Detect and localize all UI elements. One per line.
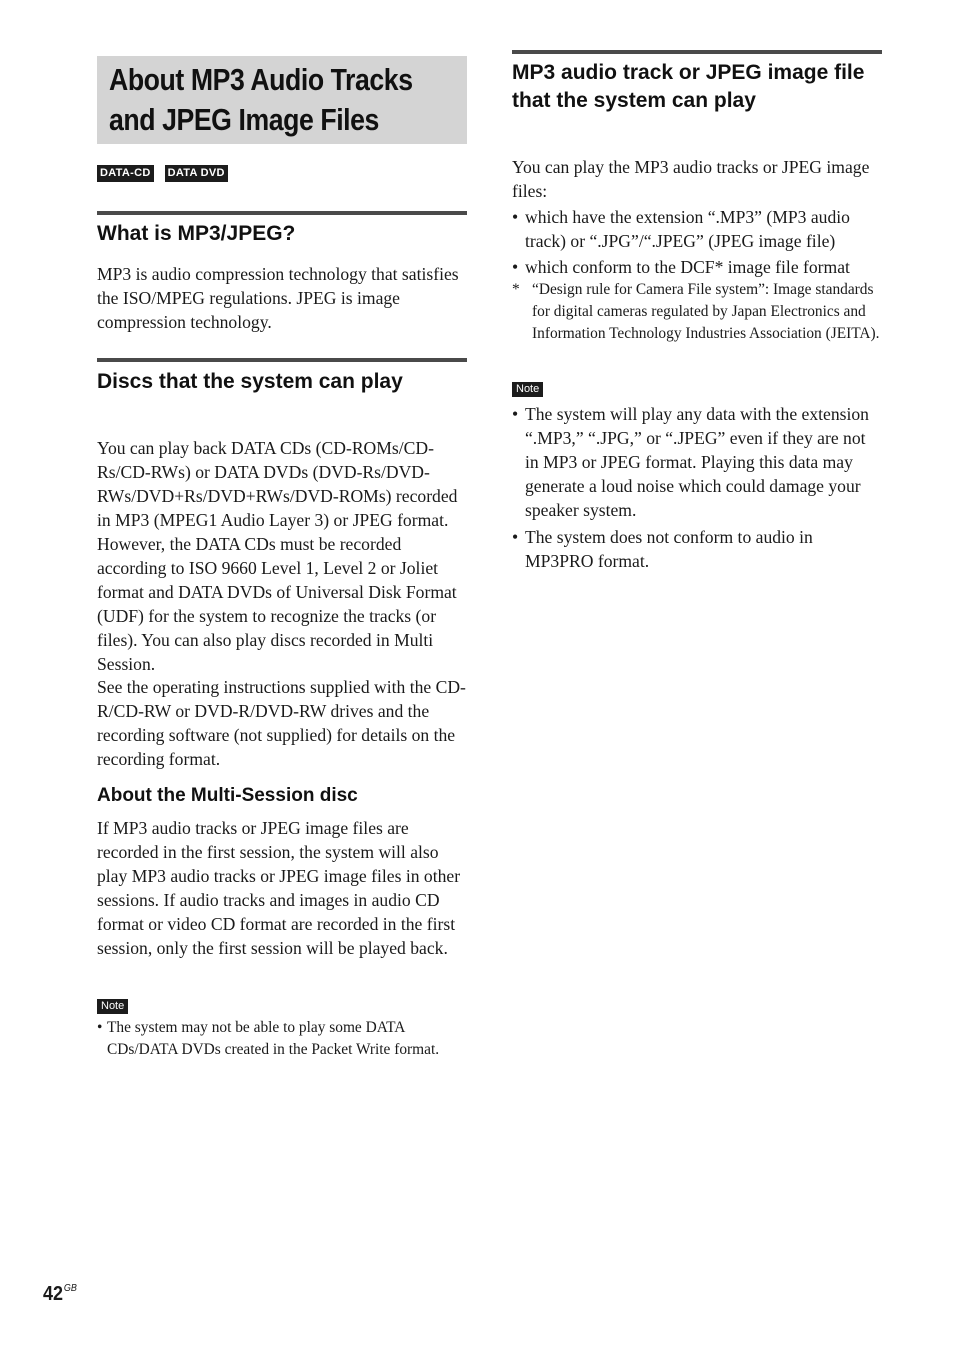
note-text: The system does not conform to audio in MP3PRO format. bbox=[525, 527, 813, 571]
heading-mp3-jpeg-files: MP3 audio track or JPEG image file that the system can play bbox=[512, 61, 865, 112]
note-list-left bbox=[97, 1017, 457, 1061]
footnote-text: “Design rule for Camera File system”: Image standards for digital cameras regulated by Japan Electronics and Information Technology Industries Association (JEITA). bbox=[532, 281, 880, 342]
note-text: The system may not be able to play some DATA CDs/DATA DVDs created in the Packet Write format. bbox=[107, 1019, 440, 1058]
bullet-icon: • bbox=[97, 1019, 103, 1036]
bullet-icon: • bbox=[512, 207, 519, 227]
heading-discs-system-can-play: Discs that the system can play bbox=[97, 370, 403, 393]
bullet-list-right bbox=[512, 205, 884, 279]
page-number bbox=[43, 1283, 77, 1306]
list-item bbox=[512, 255, 884, 279]
heading-multi-session-disc: About the Multi-Session disc bbox=[97, 785, 358, 806]
heading-what-is-mp3-jpeg: What is MP3/JPEG? bbox=[97, 222, 296, 245]
note-label-right: Note bbox=[512, 382, 543, 397]
disc-type-badges bbox=[97, 165, 235, 183]
section-divider-1 bbox=[97, 211, 467, 215]
footnote-mark: * bbox=[512, 281, 520, 298]
data-dvd-badge: DATA DVD bbox=[165, 165, 228, 182]
paragraph-discs-1: You can play back DATA CDs (CD-ROMs/CD-Rs/CD-RWs) or DATA DVDs (DVD-Rs/DVD-RWs/DVD+Rs/DVD+RWs/DVD-ROMs) recorded in MP3 (MPEG1 Audio Layer 3) or JPEG format. However, the DATA CDs must be recorded according to ISO 9660 Level 1, Level 2 or Joliet format and DATA DVDs of Universal Disk Format (UDF) for the system to recognize the tracks (or files). You can also play discs recorded in Multi Session. bbox=[97, 438, 458, 674]
data-cd-badge: DATA-CD bbox=[97, 165, 154, 182]
page-number-suffix: GB bbox=[63, 1283, 77, 1294]
section-divider-2 bbox=[97, 358, 467, 362]
note-label-left: Note bbox=[97, 999, 128, 1014]
bullet-text: which conform to the DCF* image file format bbox=[525, 257, 850, 277]
bullet-icon: • bbox=[512, 527, 519, 547]
note-text: The system will play any data with the extension “.MP3,” “.JPG,” or “.JPEG” even if they are not in MP3 or JPEG format. Playing this data may generate a loud noise which could damage your speaker system. bbox=[525, 404, 869, 520]
paragraph-what-is-mp3-jpeg: MP3 is audio compression technology that satisfies the ISO/MPEG regulations. JPEG is image compression technology. bbox=[97, 264, 459, 332]
bullet-icon: • bbox=[512, 257, 519, 277]
page-title-line-1: About MP3 Audio Tracks bbox=[109, 62, 413, 97]
page-number-value: 42 bbox=[43, 1283, 64, 1305]
page-title-line-2: and JPEG Image Files bbox=[109, 102, 379, 137]
paragraph-intro-right: You can play the MP3 audio tracks or JPEG image files: bbox=[512, 157, 870, 201]
section-divider-right bbox=[512, 50, 882, 54]
note-list-right bbox=[512, 402, 882, 573]
page-title-box bbox=[97, 56, 467, 144]
list-item bbox=[512, 205, 884, 253]
bullet-text: which have the extension “.MP3” (MP3 audio track) or “.JPG”/“.JPEG” (JPEG image file) bbox=[525, 207, 850, 251]
footnote bbox=[512, 279, 882, 345]
bullet-icon: • bbox=[512, 404, 519, 424]
list-item bbox=[97, 1017, 457, 1061]
paragraph-discs-2: See the operating instructions supplied with the CD-R/CD-RW or DVD-R/DVD-RW drives and the recording software (not supplied) for details on the recording format. bbox=[97, 677, 466, 769]
list-item bbox=[512, 525, 882, 573]
list-item bbox=[512, 402, 882, 522]
paragraph-multi-session: If MP3 audio tracks or JPEG image files are recorded in the first session, the system will also play MP3 audio tracks or JPEG image files in other sessions. If audio tracks and images in audio CD format or video CD format are recorded in the first session, only the first session will be played back. bbox=[97, 818, 461, 958]
